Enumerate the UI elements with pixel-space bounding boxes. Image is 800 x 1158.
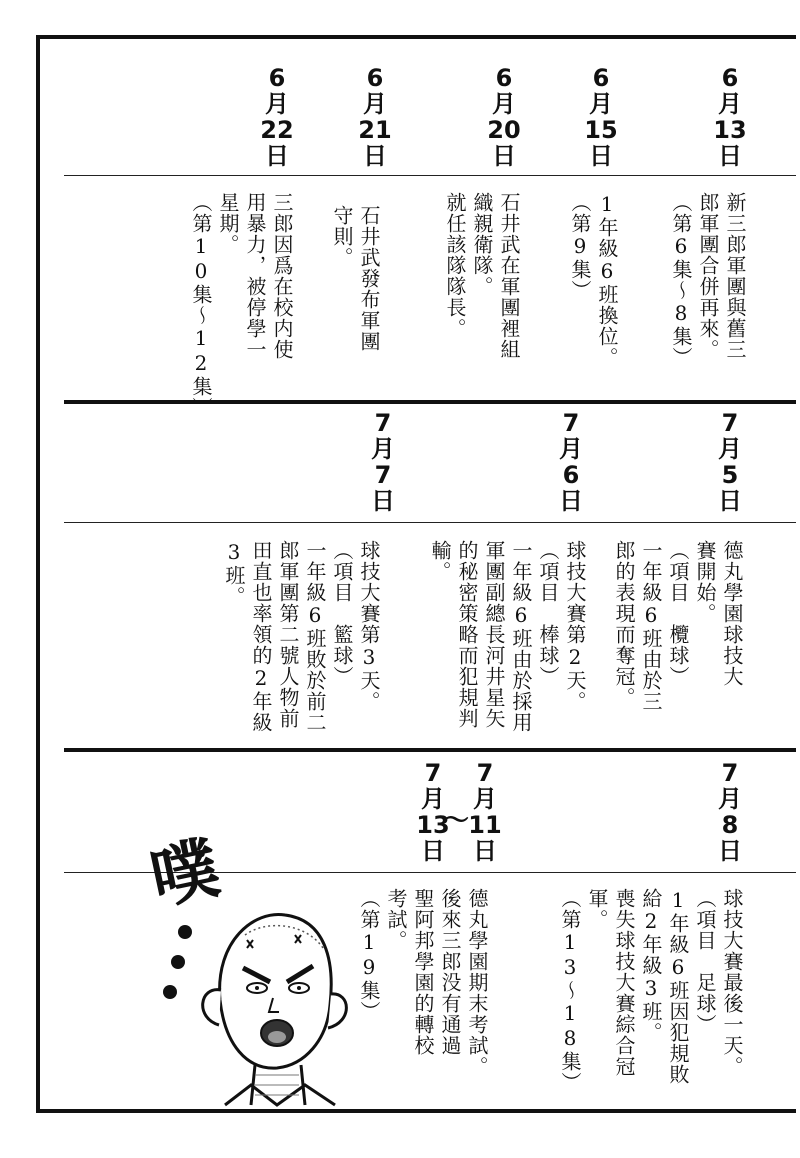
date-jun21: 6 月 21 日: [358, 64, 392, 170]
note-jul8: 球技大賽最後一天。 （項目 足球） 1年級6班因犯規敗 給2年級3班。 喪失球技大賽綜合冠 軍。 （第13～18集）: [558, 888, 744, 1093]
note-jul7: 球技大賽第3天。 （項目 籃球） 一年級6班敗於前二 郎軍團第二號人物前 田直也率領的2年級 3班。: [222, 540, 381, 733]
date-range-tilde: ～: [443, 806, 470, 836]
date-jul13: 7 月 13 日: [416, 759, 450, 865]
date-jun13: 6 月 13 日: [713, 64, 747, 170]
date-jul11: 7 月 11 日: [468, 759, 502, 865]
note-jun21: 石井武發布軍團 守則。: [330, 205, 381, 352]
note-jun13: 新三郎軍團與舊三 郎軍團合併再來。 （第6集～8集）: [669, 192, 747, 368]
note-jul11-13: 德丸學園期末考試。 後來三郎没有通過 聖阿邦學園的轉校 考試。 （第19集）: [357, 888, 489, 1077]
note-jun22: 三郎因爲在校内使 用暴力，被停學一 星期。 （第10集～12集）: [189, 192, 294, 418]
date-jun20: 6 月 20 日: [487, 64, 521, 170]
ellipsis-dot: [163, 985, 177, 999]
note-jun20: 石井武在軍團裡組 織親衛隊。 就任該隊隊長。: [443, 192, 521, 360]
date-jun15: 6 月 15 日: [584, 64, 618, 170]
section-divider-1: [64, 400, 796, 404]
date-jul8: 7 月 8 日: [718, 759, 742, 865]
row1-divider: [64, 175, 796, 176]
date-jul7: 7 月 7 日: [371, 409, 395, 515]
date-jul5: 7 月 5 日: [718, 409, 742, 515]
sfx-puff: 噗: [143, 828, 227, 921]
note-jun15: 1年級6班換位。 （第9集）: [568, 192, 619, 368]
section-divider-2: [64, 748, 796, 752]
note-jul6: 球技大賽第2天。 （項目 棒球） 一年級6班由於採用 軍團副總長河井星矢 的秘密策略而犯規判 輸。: [428, 540, 587, 733]
ellipsis-dot: [171, 955, 185, 969]
note-jul5: 德丸學園球技大 賽開始。 （項目 欖球） 一年級6班由於三 郎的表現而奪冠。: [612, 540, 744, 712]
row2-divider: [64, 522, 796, 523]
date-jul6: 7 月 6 日: [559, 409, 583, 515]
character-illustration: [185, 890, 360, 1110]
date-jun22: 6 月 22 日: [260, 64, 294, 170]
